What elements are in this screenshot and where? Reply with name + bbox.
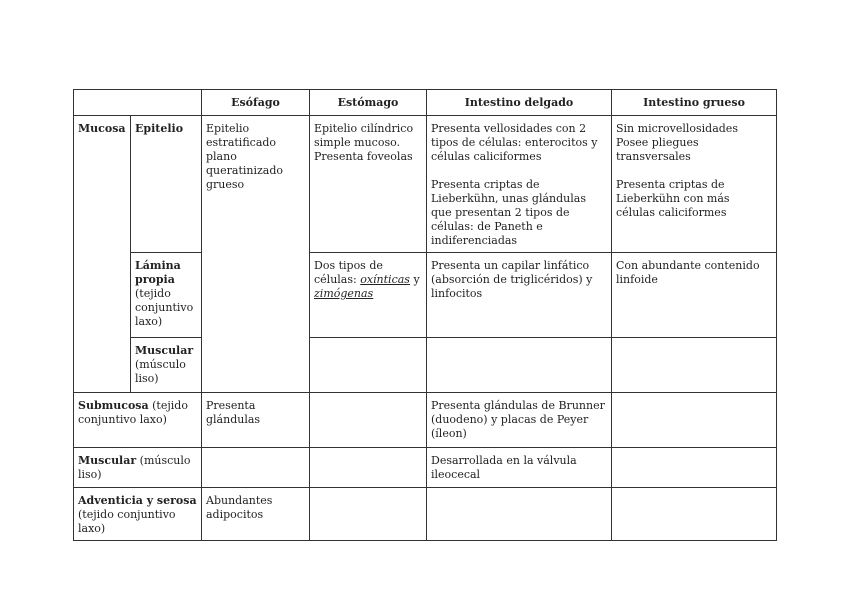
header-esofago: Esófago [202, 90, 310, 116]
label-adventicia [74, 488, 202, 541]
cell-submucosa-delgado: Presenta glándulas de Brunner (duodeno) y placas de Peyer (íleon) [427, 393, 612, 448]
cell-muscular-esofago [202, 448, 310, 488]
submucosa-label-bold: Submucosa [78, 399, 149, 412]
header-empty [74, 90, 202, 116]
lamina-label-bold: Lámina propia [135, 259, 181, 286]
row-mucosa-muscular [74, 338, 777, 393]
cell-epitelio-estomago: Epitelio cilíndrico simple mucoso. Presenta foveolas [310, 116, 427, 253]
cell-muscular-grueso [612, 448, 777, 488]
label-mucosa: Mucosa [74, 116, 131, 393]
header-intestino-grueso: Intestino grueso [612, 90, 777, 116]
label-epitelio: Epitelio [131, 116, 202, 253]
header-estomago: Estómago [310, 90, 427, 116]
submucosa-label-rest: (tejido conjuntivo laxo) [78, 399, 188, 426]
lamina-estomago-pre: Dos tipos de células: [314, 259, 383, 286]
cell-epitelio-esofago: Epitelio estratificado plano queratinizado grueso [202, 116, 310, 393]
term-oxinticas: oxínticas [360, 273, 410, 286]
adventicia-label-bold: Adventicia y serosa [78, 494, 197, 507]
cell-submucosa-estomago [310, 393, 427, 448]
cell-mucosa-muscular-delgado [427, 338, 612, 393]
term-zimogenas: zimógenas [314, 287, 374, 300]
epitelio-delgado-p1: Presenta vellosidades con 2 tipos de células: enterocitos y células caliciformes [431, 122, 598, 163]
row-muscular [74, 448, 777, 488]
cell-adventicia-grueso [612, 488, 777, 541]
cell-epitelio-delgado [427, 116, 612, 253]
cell-muscular-estomago [310, 448, 427, 488]
row-submucosa [74, 393, 777, 448]
row-mucosa-lamina [74, 253, 777, 338]
mucosa-muscular-label-bold: Muscular [135, 344, 194, 357]
cell-adventicia-esofago: Abundantes adipocitos [202, 488, 310, 541]
row-adventicia [74, 488, 777, 541]
header-intestino-delgado: Intestino delgado [427, 90, 612, 116]
label-mucosa-muscular [131, 338, 202, 393]
header-row [74, 90, 777, 116]
lamina-label-rest: (tejido conjuntivo laxo) [135, 287, 194, 328]
epitelio-delgado-p2: Presenta criptas de Lieberkühn, unas glándulas que presentan 2 tipos de células: de Paneth e indiferenciadas [431, 178, 586, 247]
cell-adventicia-estomago [310, 488, 427, 541]
label-muscular [74, 448, 202, 488]
cell-lamina-estomago [310, 253, 427, 338]
cell-adventicia-delgado [427, 488, 612, 541]
cell-submucosa-esofago: Presenta glándulas [202, 393, 310, 448]
cell-mucosa-muscular-grueso [612, 338, 777, 393]
histology-table [73, 89, 777, 541]
label-lamina-propia [131, 253, 202, 338]
cell-muscular-delgado: Desarrollada en la válvula ileocecal [427, 448, 612, 488]
cell-lamina-delgado: Presenta un capilar linfático (absorción de triglicéridos) y linfocitos [427, 253, 612, 338]
mucosa-muscular-label-rest: (músculo liso) [135, 358, 186, 385]
lamina-estomago-y: y [413, 273, 420, 286]
muscular-label-bold: Muscular [78, 454, 137, 467]
adventicia-label-rest: (tejido conjuntivo laxo) [78, 508, 176, 535]
muscular-label-rest: (músculo liso) [78, 454, 191, 481]
epitelio-grueso-p2: Presenta criptas de Lieberkühn con más células caliciformes [616, 178, 730, 219]
cell-mucosa-muscular-estomago [310, 338, 427, 393]
row-mucosa-epitelio [74, 116, 777, 253]
cell-epitelio-grueso [612, 116, 777, 253]
epitelio-grueso-l1: Sin microvellosidades [616, 122, 738, 135]
cell-lamina-grueso: Con abundante contenido linfoide [612, 253, 777, 338]
label-submucosa [74, 393, 202, 448]
epitelio-grueso-l2: Posee pliegues transversales [616, 136, 699, 163]
cell-submucosa-grueso [612, 393, 777, 448]
